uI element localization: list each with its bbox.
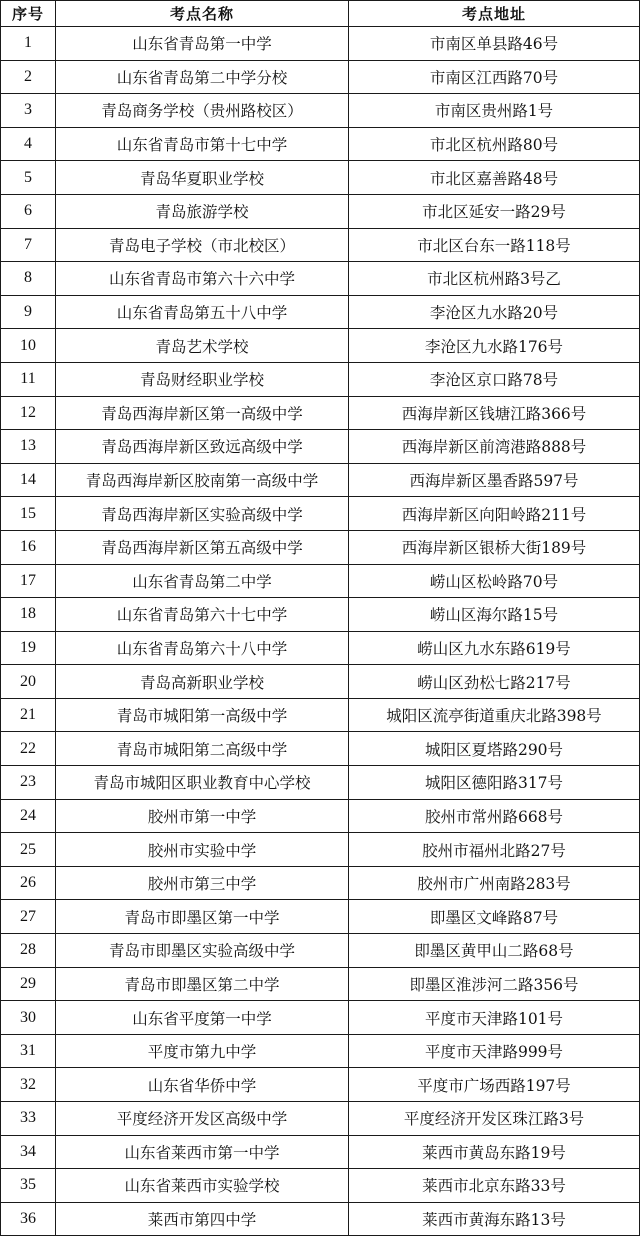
- cell-address: 胶州市福州北路27号: [349, 833, 640, 867]
- cell-address: 西海岸新区银桥大街189号: [349, 530, 640, 564]
- cell-name: 山东省青岛第六十八中学: [56, 631, 349, 665]
- cell-address: 胶州市常州路668号: [349, 799, 640, 833]
- cell-index: 4: [1, 127, 56, 161]
- cell-address: 城阳区德阳路317号: [349, 766, 640, 800]
- table-row: [1, 362, 640, 396]
- cell-index: 21: [1, 698, 56, 732]
- cell-address: 即墨区淮涉河二路356号: [349, 967, 640, 1001]
- table-row: [1, 1068, 640, 1102]
- cell-index: 10: [1, 329, 56, 363]
- cell-index: 11: [1, 362, 56, 396]
- cell-index: 23: [1, 766, 56, 800]
- table-body: [1, 27, 640, 1236]
- table-row: [1, 833, 640, 867]
- cell-name: 青岛高新职业学校: [56, 665, 349, 699]
- cell-address: 西海岸新区墨香路597号: [349, 463, 640, 497]
- table-row: [1, 967, 640, 1001]
- cell-address: 市北区延安一路29号: [349, 194, 640, 228]
- cell-name: 平度市第九中学: [56, 1034, 349, 1068]
- cell-address: 市南区江西路70号: [349, 60, 640, 94]
- table-row: [1, 430, 640, 464]
- cell-address: 莱西市北京东路33号: [349, 1169, 640, 1203]
- cell-name: 山东省莱西市第一中学: [56, 1135, 349, 1169]
- cell-name: 山东省青岛第六十七中学: [56, 598, 349, 632]
- cell-name: 莱西市第四中学: [56, 1202, 349, 1236]
- cell-address: 即墨区文峰路87号: [349, 900, 640, 934]
- cell-name: 青岛西海岸新区实验高级中学: [56, 497, 349, 531]
- cell-index: 2: [1, 60, 56, 94]
- cell-name: 青岛艺术学校: [56, 329, 349, 363]
- cell-address: 西海岸新区前湾港路888号: [349, 430, 640, 464]
- cell-address: 莱西市黄海东路13号: [349, 1202, 640, 1236]
- cell-index: 32: [1, 1068, 56, 1102]
- cell-address: 平度市天津路101号: [349, 1001, 640, 1035]
- cell-address: 西海岸新区向阳岭路211号: [349, 497, 640, 531]
- table-row: [1, 60, 640, 94]
- cell-index: 20: [1, 665, 56, 699]
- cell-index: 33: [1, 1102, 56, 1136]
- cell-name: 山东省青岛第五十八中学: [56, 295, 349, 329]
- cell-name: 青岛市城阳第一高级中学: [56, 698, 349, 732]
- cell-name: 山东省青岛第二中学分校: [56, 60, 349, 94]
- cell-address: 李沧区京口路78号: [349, 362, 640, 396]
- cell-name: 山东省青岛市第十七中学: [56, 127, 349, 161]
- cell-address: 市北区台东一路118号: [349, 228, 640, 262]
- cell-address: 莱西市黄岛东路19号: [349, 1135, 640, 1169]
- cell-index: 8: [1, 262, 56, 296]
- cell-index: 30: [1, 1001, 56, 1035]
- cell-name: 平度经济开发区高级中学: [56, 1102, 349, 1136]
- cell-name: 青岛西海岸新区第五高级中学: [56, 530, 349, 564]
- table-row: [1, 1102, 640, 1136]
- table-row: [1, 1034, 640, 1068]
- cell-index: 26: [1, 866, 56, 900]
- cell-index: 18: [1, 598, 56, 632]
- header-index: 序号: [1, 1, 56, 27]
- table-row: [1, 94, 640, 128]
- table-row: [1, 564, 640, 598]
- cell-address: 胶州市广州南路283号: [349, 866, 640, 900]
- table-row: [1, 295, 640, 329]
- cell-index: 17: [1, 564, 56, 598]
- cell-index: 1: [1, 27, 56, 61]
- cell-address: 崂山区松岭路70号: [349, 564, 640, 598]
- table-row: [1, 127, 640, 161]
- cell-index: 5: [1, 161, 56, 195]
- cell-name: 山东省青岛市第六十六中学: [56, 262, 349, 296]
- cell-index: 27: [1, 900, 56, 934]
- table-row: [1, 732, 640, 766]
- cell-name: 山东省平度第一中学: [56, 1001, 349, 1035]
- cell-name: 青岛商务学校（贵州路校区）: [56, 94, 349, 128]
- cell-index: 16: [1, 530, 56, 564]
- cell-index: 31: [1, 1034, 56, 1068]
- cell-address: 即墨区黄甲山二路68号: [349, 934, 640, 968]
- cell-name: 山东省华侨中学: [56, 1068, 349, 1102]
- cell-name: 胶州市实验中学: [56, 833, 349, 867]
- cell-name: 青岛财经职业学校: [56, 362, 349, 396]
- cell-address: 市北区嘉善路48号: [349, 161, 640, 195]
- cell-index: 29: [1, 967, 56, 1001]
- cell-address: 城阳区夏塔路290号: [349, 732, 640, 766]
- table-row: [1, 598, 640, 632]
- table-row: [1, 900, 640, 934]
- table-row: [1, 329, 640, 363]
- cell-index: 28: [1, 934, 56, 968]
- header-address: 考点地址: [349, 1, 640, 27]
- header-name: 考点名称: [56, 1, 349, 27]
- cell-index: 24: [1, 799, 56, 833]
- table-row: [1, 1202, 640, 1236]
- cell-address: 李沧区九水路176号: [349, 329, 640, 363]
- cell-address: 李沧区九水路20号: [349, 295, 640, 329]
- table-row: [1, 799, 640, 833]
- cell-name: 青岛市即墨区第一中学: [56, 900, 349, 934]
- cell-name: 胶州市第三中学: [56, 866, 349, 900]
- table-row: [1, 27, 640, 61]
- cell-index: 36: [1, 1202, 56, 1236]
- cell-index: 9: [1, 295, 56, 329]
- cell-index: 15: [1, 497, 56, 531]
- cell-name: 青岛市即墨区第二中学: [56, 967, 349, 1001]
- cell-index: 3: [1, 94, 56, 128]
- cell-address: 平度市广场西路197号: [349, 1068, 640, 1102]
- table-row: [1, 497, 640, 531]
- cell-index: 22: [1, 732, 56, 766]
- table-row: [1, 631, 640, 665]
- table-row: [1, 194, 640, 228]
- cell-address: 市南区贵州路1号: [349, 94, 640, 128]
- cell-name: 青岛西海岸新区第一高级中学: [56, 396, 349, 430]
- cell-name: 青岛市即墨区实验高级中学: [56, 934, 349, 968]
- cell-address: 平度市天津路999号: [349, 1034, 640, 1068]
- cell-name: 青岛西海岸新区胶南第一高级中学: [56, 463, 349, 497]
- table-row: [1, 463, 640, 497]
- table-row: [1, 698, 640, 732]
- cell-index: 14: [1, 463, 56, 497]
- table-row: [1, 766, 640, 800]
- table-row: [1, 228, 640, 262]
- cell-name: 青岛市城阳第二高级中学: [56, 732, 349, 766]
- cell-address: 市北区杭州路3号乙: [349, 262, 640, 296]
- cell-index: 7: [1, 228, 56, 262]
- cell-address: 平度经济开发区珠江路3号: [349, 1102, 640, 1136]
- cell-name: 山东省青岛第二中学: [56, 564, 349, 598]
- table-row: [1, 1001, 640, 1035]
- cell-address: 市北区杭州路80号: [349, 127, 640, 161]
- cell-index: 13: [1, 430, 56, 464]
- cell-index: 12: [1, 396, 56, 430]
- cell-address: 市南区单县路46号: [349, 27, 640, 61]
- table-row: [1, 262, 640, 296]
- table-row: [1, 396, 640, 430]
- cell-name: 青岛电子学校（市北校区）: [56, 228, 349, 262]
- cell-index: 35: [1, 1169, 56, 1203]
- cell-name: 山东省青岛第一中学: [56, 27, 349, 61]
- table-row: [1, 866, 640, 900]
- table-row: [1, 934, 640, 968]
- cell-address: 崂山区劲松七路217号: [349, 665, 640, 699]
- cell-name: 青岛华夏职业学校: [56, 161, 349, 195]
- cell-name: 青岛市城阳区职业教育中心学校: [56, 766, 349, 800]
- cell-address: 崂山区九水东路619号: [349, 631, 640, 665]
- cell-address: 西海岸新区钱塘江路366号: [349, 396, 640, 430]
- cell-name: 山东省莱西市实验学校: [56, 1169, 349, 1203]
- cell-index: 34: [1, 1135, 56, 1169]
- cell-index: 6: [1, 194, 56, 228]
- table-row: [1, 1169, 640, 1203]
- header-row: [1, 1, 640, 27]
- cell-index: 25: [1, 833, 56, 867]
- cell-name: 胶州市第一中学: [56, 799, 349, 833]
- cell-address: 城阳区流亭街道重庆北路398号: [349, 698, 640, 732]
- cell-name: 青岛西海岸新区致远高级中学: [56, 430, 349, 464]
- cell-name: 青岛旅游学校: [56, 194, 349, 228]
- cell-index: 19: [1, 631, 56, 665]
- table-row: [1, 665, 640, 699]
- cell-address: 崂山区海尔路15号: [349, 598, 640, 632]
- table-row: [1, 530, 640, 564]
- table-row: [1, 1135, 640, 1169]
- table-row: [1, 161, 640, 195]
